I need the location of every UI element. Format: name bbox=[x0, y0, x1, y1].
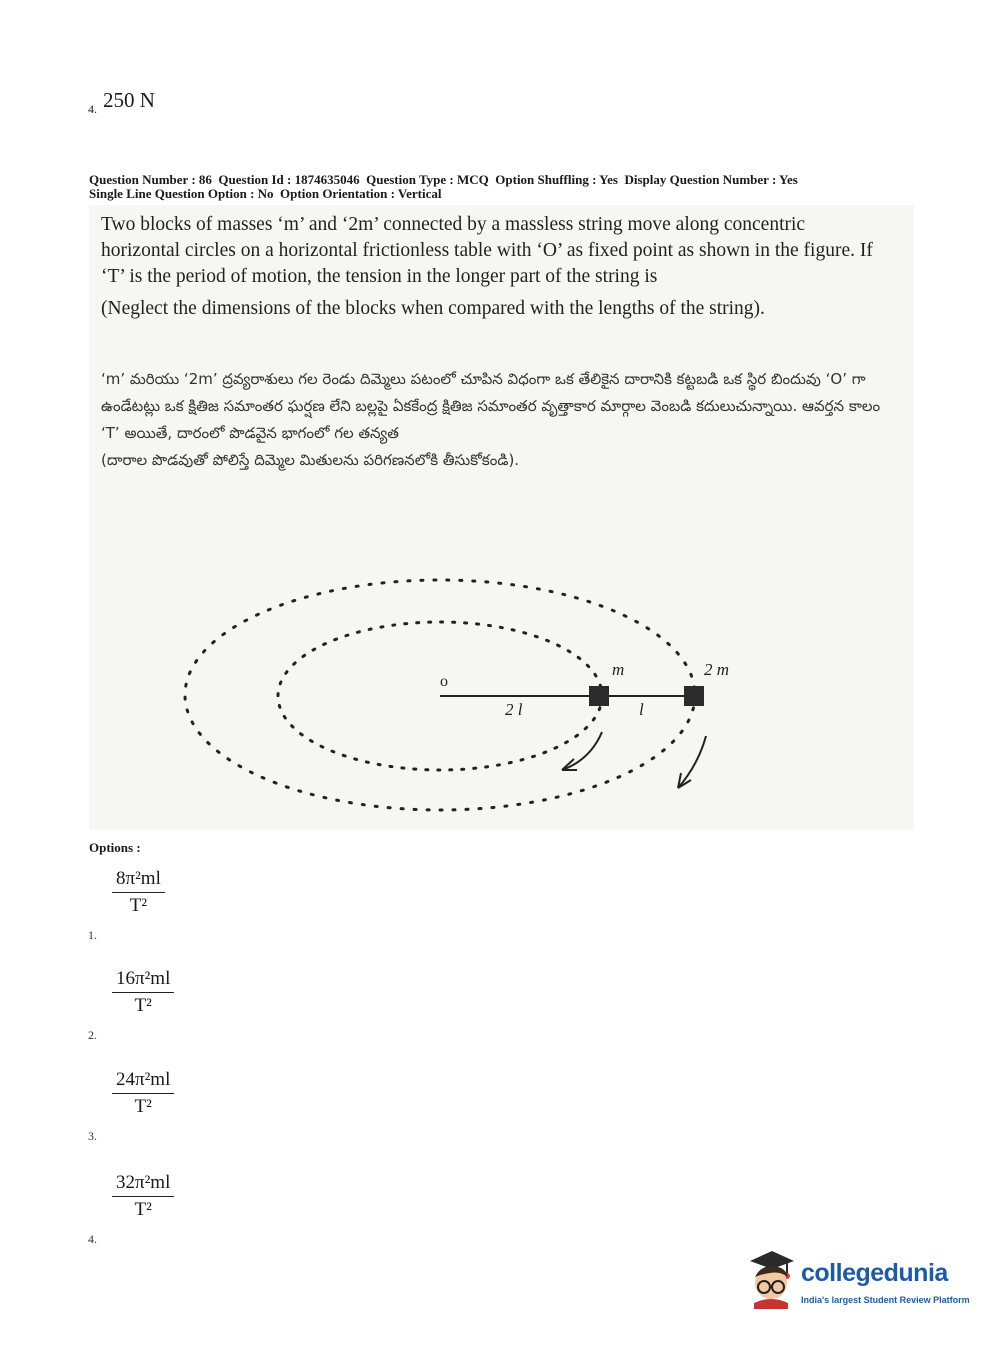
question-telugu-line2: (దారాల పొడవుతో పోలిస్తే దిమ్మెల మితులను పరిగణనలోకి తీసుకోకండి). bbox=[101, 451, 520, 469]
option-numerator: 16π²ml bbox=[112, 968, 174, 993]
option-denominator: T² bbox=[129, 895, 148, 916]
question-meta-line2: Single Line Question Option : No Option Orientation : Vertical bbox=[89, 186, 442, 201]
option-3[interactable] bbox=[88, 1069, 228, 1144]
label-l: l bbox=[639, 700, 644, 719]
option-fraction bbox=[112, 1172, 174, 1221]
collegedunia-logo bbox=[742, 1247, 972, 1317]
question-metadata bbox=[89, 173, 798, 201]
previous-option-text: 250 N bbox=[103, 88, 155, 112]
question-meta-line1: Question Number : 86 Question Id : 1874635046 Question Type : MCQ Option Shuffling : Yes Display Question Number : Yes bbox=[89, 172, 798, 187]
option-fraction bbox=[112, 868, 165, 917]
option-denominator: T² bbox=[134, 1199, 152, 1220]
label-m: m bbox=[612, 660, 625, 679]
label-2m: 2 m bbox=[704, 660, 730, 679]
question-telugu bbox=[101, 366, 881, 474]
label-2l: 2 l bbox=[505, 700, 523, 719]
option-denominator: T² bbox=[134, 995, 152, 1016]
option-1[interactable] bbox=[88, 868, 228, 943]
concentric-circles-figure bbox=[170, 560, 770, 815]
question-telugu-line1: ‘m’ మరియు ‘2m’ ద్రవ్యరాశులు గల రెండు దిమ్మెలు పటంలో చూపిన విధంగా ఒక తేలికైన దారానికి కట్టబడి ఒక స్థిర బిందువు ‘O’ గా ఉండేటట్లు ఒక క్షితిజ సమాంతర ఘర్షణ లేని బల్లపై ఏకకేంద్ర క్షితిజ సమాంతర వృత్తాకార మార్గాల వెంబడి కదులుచున్నాయి. ఆవర్తన కాలం ‘T’ అయితే, దారంలో పొడవైన భాగంలో గల తన్యత bbox=[101, 370, 881, 442]
option-denominator: T² bbox=[134, 1096, 152, 1117]
option-index: 2. bbox=[88, 1028, 97, 1042]
question-english-line2: (Neglect the dimensions of the blocks when compared with the lengths of the string). bbox=[101, 298, 765, 319]
question-english-line1: Two blocks of masses ‘m’ and ‘2m’ connected by a massless string move along concentric horizontal circles on a horizontal frictionless table with ‘O’ as fixed point as shown in the figure. If ‘T’ is the period of motion, the tension in the longer part of the string is bbox=[101, 214, 873, 287]
option-fraction bbox=[112, 1069, 174, 1118]
motion-arrow-outer bbox=[678, 736, 706, 788]
brand-tagline: India's largest Student Review Platform bbox=[801, 1295, 970, 1305]
previous-option bbox=[88, 88, 155, 117]
option-index: 3. bbox=[88, 1129, 97, 1143]
previous-option-number: 4. bbox=[88, 102, 97, 116]
option-numerator: 24π²ml bbox=[112, 1069, 174, 1094]
option-index: 4. bbox=[88, 1232, 97, 1246]
brand-name: collegedunia bbox=[801, 1259, 948, 1287]
option-4[interactable] bbox=[88, 1172, 228, 1247]
option-2[interactable] bbox=[88, 968, 228, 1043]
option-numerator: 8π²ml bbox=[112, 868, 165, 893]
label-o: o bbox=[440, 673, 448, 690]
block-2m bbox=[684, 686, 704, 706]
mascot-icon bbox=[742, 1247, 800, 1309]
option-index: 1. bbox=[88, 928, 97, 942]
options-label: Options : bbox=[89, 840, 141, 855]
option-fraction bbox=[112, 968, 174, 1017]
question-english bbox=[101, 212, 881, 328]
block-m bbox=[589, 686, 609, 706]
option-numerator: 32π²ml bbox=[112, 1172, 174, 1197]
